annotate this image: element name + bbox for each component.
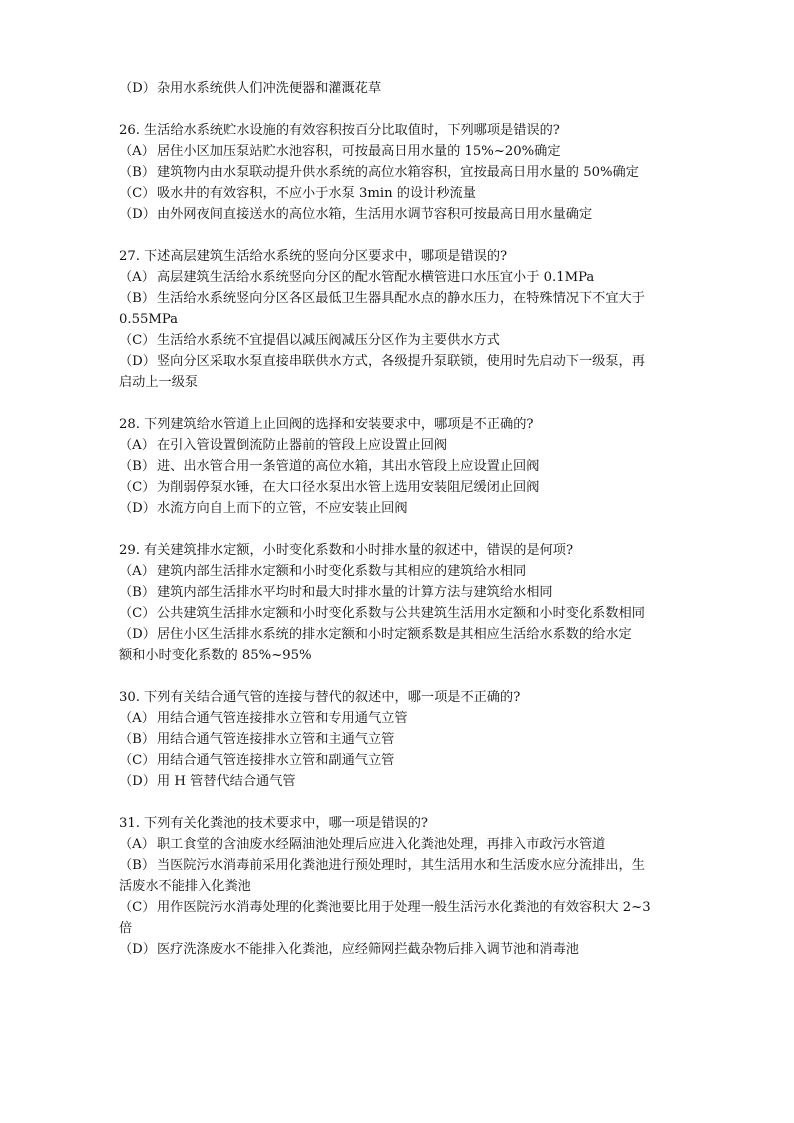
answer-option (119, 750, 679, 771)
option-continuation: 额和小时变化系数的 85%~95% (119, 648, 312, 663)
option-label: （D） (119, 942, 156, 957)
option-text: 建筑内部生活排水平均时和最大时排水量的计算方法与建筑给水相同 (157, 585, 553, 600)
option-text: 用结合通气管连接排水立管和专用通气立管 (157, 711, 408, 726)
option-text: 居住小区加压泵站贮水池容积，可按最高日用水量的 15%~20%确定 (157, 144, 561, 159)
option-text: 生活给水系统竖向分区各区最低卫生器具配水点的静水压力，在特殊情况下不宜大于 (157, 291, 645, 306)
option-text: 竖向分区采取水泵直接串联供水方式，各级提升泵联锁，使用时先启动下一级泵，再 (157, 354, 645, 369)
option-label: （A） (119, 144, 155, 159)
answer-option (119, 498, 679, 519)
question-title (119, 687, 679, 708)
blank-line (119, 792, 679, 813)
option-continuation: 启动上一级泵 (119, 375, 199, 390)
option-label: （A） (119, 837, 155, 852)
option-text: 用结合通气管连接排水立管和副通气立管 (157, 753, 395, 768)
option-label: （B） (119, 732, 156, 747)
question-number: 29. (119, 543, 140, 558)
question-text: 有关建筑排水定额，小时变化系数和小时排水量的叙述中，错误的是何项? (143, 543, 574, 558)
option-text: 医疗洗涤废水不能排入化粪池，应经筛网拦截杂物后排入调节池和消毒池 (157, 942, 579, 957)
option-text: 生活给水系统不宜提倡以减压阀减压分区作为主要供水方式 (157, 333, 500, 348)
answer-option (119, 897, 679, 918)
option-label: （B） (119, 459, 156, 474)
option-label: （D） (119, 354, 156, 369)
option-text: 建筑物内由水泵联动提升供水系统的高位水箱容积，宜按最高日用水量的 50%确定 (157, 165, 639, 180)
option-text: 居住小区生活排水系统的排水定额和小时定额系数是其相应生活给水系数的给水定 (157, 627, 632, 642)
answer-option (119, 939, 679, 960)
answer-option (119, 456, 679, 477)
blank-line (119, 99, 679, 120)
answer-option (119, 288, 679, 309)
option-text: 为削弱停泵水锤，在大口径水泵出水管上选用安装阻尼缓闭止回阀 (157, 480, 540, 495)
answer-option (119, 78, 679, 99)
question-title (119, 246, 679, 267)
question-text: 下列有关结合通气管的连接与替代的叙述中，哪一项是不正确的? (143, 690, 521, 705)
option-text: 进、出水管合用一条管道的高位水箱，其出水管段上应设置止回阀 (157, 459, 540, 474)
answer-option (119, 330, 679, 351)
question-number: 28. (119, 417, 140, 432)
option-continuation: 活废水不能排入化粪池 (119, 879, 251, 894)
answer-option (119, 204, 679, 225)
answer-option (119, 435, 679, 456)
option-text: 水流方向自上而下的立管，不应安装止回阀 (157, 501, 408, 516)
option-continuation: 0.55MPa (119, 312, 179, 327)
option-text: 用结合通气管连接排水立管和主通气立管 (157, 732, 395, 747)
question-number: 27. (119, 249, 140, 264)
option-label: （A） (119, 564, 155, 579)
option-text: 公共建筑生活排水定额和小时变化系数与公共建筑生活用水定额和小时变化系数相同 (157, 606, 645, 621)
answer-option (119, 708, 679, 729)
option-label: （D） (119, 501, 156, 516)
document-page (119, 78, 679, 960)
option-text: 杂用水系统供人们冲洗便器和灌溉花草 (157, 81, 382, 96)
option-label: （C） (119, 480, 156, 495)
question-number: 30. (119, 690, 140, 705)
option-text: 用 H 管替代结合通气管 (157, 774, 296, 789)
option-label: （D） (119, 627, 156, 642)
option-label: （B） (119, 165, 156, 180)
question-text: 下列建筑给水管道上止回阀的选择和安装要求中，哪项是不正确的? (143, 417, 534, 432)
answer-option (119, 477, 679, 498)
question-title (119, 813, 679, 834)
blank-line (119, 225, 679, 246)
answer-option (119, 834, 679, 855)
option-label: （A） (119, 711, 155, 726)
answer-option (119, 771, 679, 792)
answer-option (119, 624, 679, 645)
answer-option (119, 582, 679, 603)
option-label: （A） (119, 270, 155, 285)
question-number: 26. (119, 123, 140, 138)
question-title (119, 120, 679, 141)
option-text: 职工食堂的含油废水经隔油池处理后应进入化粪池处理，再排入市政污水管道 (157, 837, 606, 852)
question-number: 31. (119, 816, 140, 831)
answer-option (119, 729, 679, 750)
option-text: 高层建筑生活给水系统竖向分区的配水管配水横管进口水压宜小于 0.1MPa (157, 270, 595, 285)
answer-option (119, 183, 679, 204)
option-label: （C） (119, 333, 156, 348)
option-text: 吸水井的有效容积，不应小于水泵 3min 的设计秒流量 (157, 186, 476, 201)
option-label: （A） (119, 438, 155, 453)
answer-option (119, 603, 679, 624)
option-label: （D） (119, 81, 156, 96)
answer-option (119, 162, 679, 183)
question-text: 下述高层建筑生活给水系统的竖向分区要求中，哪项是错误的? (143, 249, 508, 264)
option-label: （C） (119, 186, 156, 201)
option-label: （C） (119, 753, 156, 768)
question-title (119, 540, 679, 561)
option-label: （D） (119, 774, 156, 789)
question-text: 生活给水系统贮水设施的有效容积按百分比取值时，下列哪项是错误的? (143, 123, 560, 138)
blank-line (119, 519, 679, 540)
answer-option (119, 855, 679, 876)
question-text: 下列有关化粪池的技术要求中，哪一项是错误的? (143, 816, 428, 831)
answer-option (119, 141, 679, 162)
option-continuation: 倍 (119, 921, 133, 936)
option-text: 由外网夜间直接送水的高位水箱，生活用水调节容积可按最高日用水量确定 (157, 207, 593, 222)
answer-option (119, 561, 679, 582)
answer-option (119, 351, 679, 372)
blank-line (119, 393, 679, 414)
blank-line (119, 666, 679, 687)
option-text: 当医院污水消毒前采用化粪池进行预处理时，其生活用水和生活废水应分流排出，生 (157, 858, 645, 873)
option-label: （D） (119, 207, 156, 222)
option-label: （B） (119, 585, 156, 600)
option-label: （B） (119, 291, 156, 306)
answer-option (119, 267, 679, 288)
option-text: 用作医院污水消毒处理的化粪池要比用于处理一般生活污水化粪池的有效容积大 2~3 (157, 900, 651, 915)
option-label: （C） (119, 900, 156, 915)
option-text: 建筑内部生活排水定额和小时变化系数与其相应的建筑给水相同 (157, 564, 527, 579)
option-text: 在引入管设置倒流防止器前的管段上应设置止回阀 (157, 438, 448, 453)
option-label: （B） (119, 858, 156, 873)
question-title (119, 414, 679, 435)
option-label: （C） (119, 606, 156, 621)
